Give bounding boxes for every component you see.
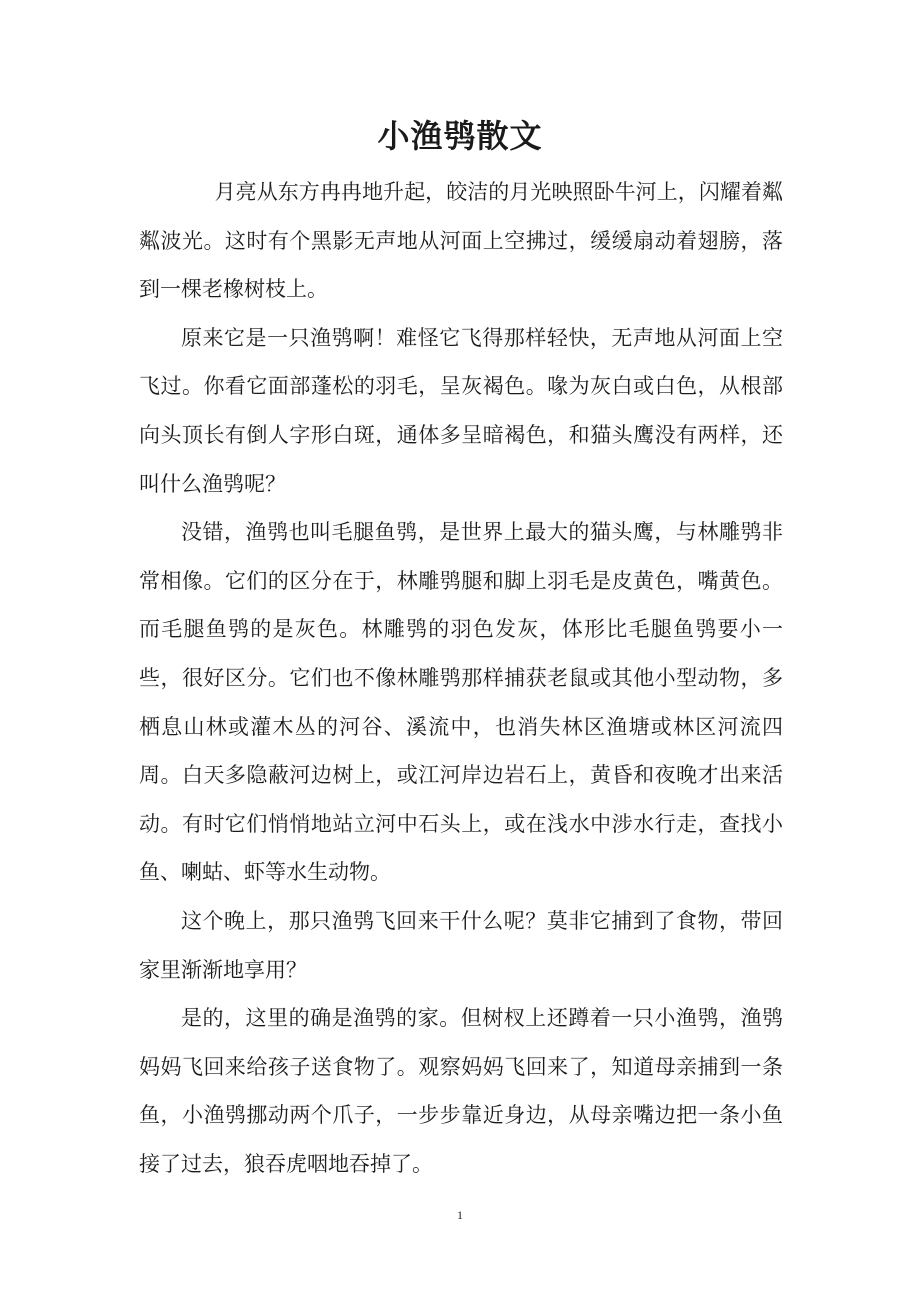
paragraph-3: 没错，渔鸮也叫毛腿鱼鸮，是世界上最大的猫头鹰，与林雕鸮非常相像。它们的区分在于，林雕鸮腿和脚上羽毛是皮黄色，嘴黄色。而毛腿鱼鸮的是灰色。林雕鸮的羽色发灰，体形比毛腿鱼鸮要小一些，很好区分。它们也不像林雕鸮那样捕获老鼠或其他小型动物，多栖息山林或灌木丛的河谷、溪流中，也消失林区渔塘或林区河流四周。白天多隐蔽河边树上，或江河岸边岩石上，黄昏和夜晚才出来活动。有时它们悄悄地站立河中石头上，或在浅水中涉水行走，查找小鱼、喇蛄、虾等水生动物。 [139, 520, 783, 885]
document-body [139, 168, 783, 1188]
paragraph-1: 月亮从东方冉冉地升起，皎洁的月光映照卧牛河上，闪耀着粼粼波光。这时有个黑影无声地从河面上空拂过，缓缓扇动着翅膀，落到一棵老橡树枝上。 [139, 180, 783, 302]
paragraph-5: 是的，这里的确是渔鸮的家。但树杈上还蹲着一只小渔鸮，渔鸮妈妈飞回来给孩子送食物了。观察妈妈飞回来了，知道母亲捕到一条鱼，小渔鸮挪动两个爪子，一步步靠近身边，从母亲嘴边把一条小鱼接了过去，狼吞虎咽地吞掉了。 [139, 1006, 783, 1176]
document-title: 小渔鸮散文 [377, 117, 543, 155]
paragraph-2: 原来它是一只渔鸮啊！难怪它飞得那样轻快，无声地从河面上空飞过。你看它面部蓬松的羽毛，呈灰褐色。喙为灰白或白色，从根部向头顶长有倒人字形白斑，通体多呈暗褐色，和猫头鹰没有两样，还叫什么渔鸮呢？ [139, 325, 783, 496]
page-number: 1 [457, 1208, 463, 1222]
paragraph-4: 这个晚上，那只渔鸮飞回来干什么呢？莫非它捕到了食物，带回家里渐渐地享用？ [139, 908, 783, 982]
